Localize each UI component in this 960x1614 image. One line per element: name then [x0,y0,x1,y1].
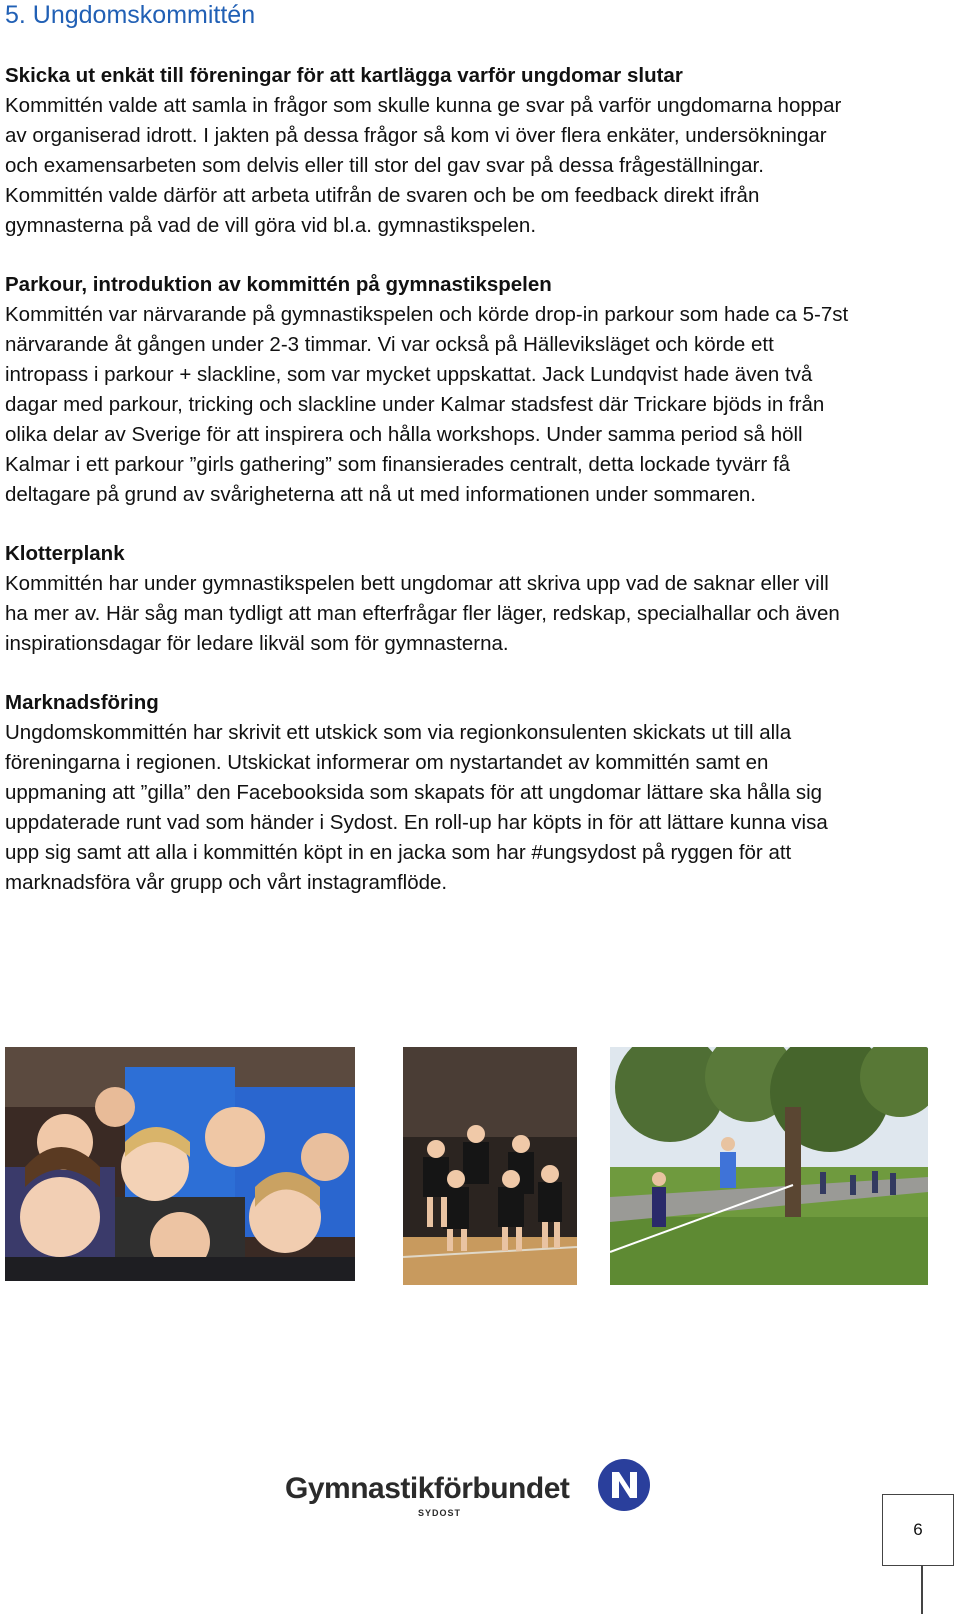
group-photo-blue-shirts [5,1047,355,1281]
body-line: Kommittén valde därför att arbeta utifrån de svaren och be om feedback direkt ifrån [5,184,760,207]
body-line: Kommittén valde att samla in frågor som skulle kunna ge svar på varför ungdomarna hoppar [5,94,842,117]
section-heading: 5. Ungdomskommittén [5,1,256,29]
section-body [5,300,935,510]
body-line: dagar med parkour, tricking och slackline under Kalmar stadsfest där Trickare bjöds in från [5,393,825,416]
body-line: Kommittén var närvarande på gymnastikspelen och körde drop-in parkour som hade ca 5-7st [5,303,849,326]
section-body [5,718,935,898]
section-body [5,91,935,241]
body-line: Kalmar i ett parkour ”girls gathering” som finansierades centralt, detta lockade tyvärr få [5,453,791,476]
logo-subtitle: SYDOST [418,1508,462,1518]
section-title: Skicka ut enkät till föreningar för att kartlägga varför ungdomar slutar [5,64,683,87]
body-line: närvarande åt gången under 2-3 timmar. Vi var också på Hälleviksläget och körde ett [5,333,774,356]
body-line: inspirationsdagar för ledare likväl som för gymnasterna. [5,632,509,655]
section-parkour [5,270,935,510]
body-line: intropass i parkour + slackline, som var mycket uppskattat. Jack Lundqvist hade även två [5,363,813,386]
page-number-divider [921,1566,923,1614]
dance-performance-photo [403,1047,577,1285]
logo-mark-icon [597,1458,651,1512]
body-line: uppdaterade runt vad som händer i Sydost. En roll-up har köpts in för att lättare kunna visa [5,811,828,834]
body-line: och examensarbeten som delvis eller till stor del gav svar på dessa frågeställningar. [5,154,764,177]
section-title: Parkour, introduktion av kommittén på gymnastikspelen [5,273,552,296]
body-line: upp sig samt att alla i kommittén köpt in en jacka som har #ungsydost på ryggen för att [5,841,792,864]
body-line: Kommittén har under gymnastikspelen bett ungdomar att skriva upp vad de saknar eller vill [5,572,829,595]
body-line: ha mer av. Här såg man tydligt att man efterfrågar fler läger, redskap, specialhallar och även [5,602,840,625]
body-line: Ungdomskommittén har skrivit ett utskick som via regionkonsulenten skickats ut till alla [5,721,792,744]
body-line: av organiserad idrott. I jakten på dessa frågor så kom vi över flera enkäter, undersökningar [5,124,827,147]
section-klotterplank [5,539,935,659]
body-line: marknadsföra vår grupp och vårt instagramflöde. [5,871,448,894]
section-marknadsforing [5,688,935,898]
section-title: Klotterplank [5,542,125,565]
gymnastikforbundet-logo [285,1468,655,1528]
logo-wordmark: Gymnastikförbundet [285,1472,570,1505]
section-survey [5,61,935,241]
body-line: uppmaning att ”gilla” den Facebooksida som skapats för att ungdomar lättare ska hålla sig [5,781,823,804]
page-number: 6 [882,1494,954,1566]
body-line: olika delar av Sverige för att inspirera och hålla workshops. Under samma period så höll [5,423,803,446]
slackline-park-photo [610,1047,928,1285]
body-line: gymnasterna på vad de vill göra vid bl.a. gymnastikspelen. [5,214,537,237]
body-line: deltagare på grund av svårigheterna att nå ut med informationen under sommaren. [5,483,756,506]
section-body [5,569,935,659]
body-line: föreningarna i regionen. Utskickat informerar om nystartandet av kommittén samt en [5,751,769,774]
section-title: Marknadsföring [5,691,159,714]
